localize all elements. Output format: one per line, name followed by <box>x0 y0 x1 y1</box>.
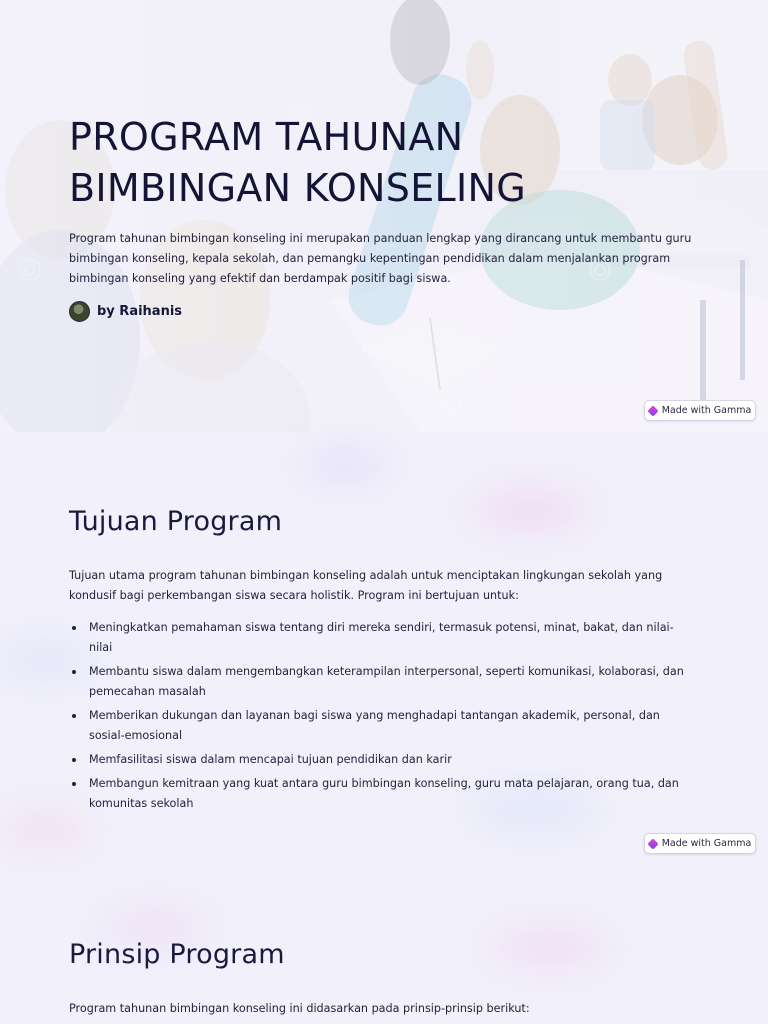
made-with-gamma-label: Made with Gamma <box>661 405 752 416</box>
list-item: Membangun kemitraan yang kuat antara guru bimbingan konseling, guru mata pelajaran, orang tua, dan komunitas sekolah <box>69 774 689 814</box>
tujuan-intro: Tujuan utama program tahunan bimbingan konseling adalah untuk menciptakan lingkungan sekolah yang kondusif bagi perkembangan siswa secara holistik. Program ini bertujuan untuk: <box>69 569 663 602</box>
background-blob <box>300 450 390 480</box>
list-item: Meningkatkan pemahaman siswa tentang diri mereka sendiri, termasuk potensi, minat, bakat, dan nilai-nilai <box>69 618 689 658</box>
author-byline <box>69 300 182 322</box>
made-with-gamma-label: Made with Gamma <box>661 838 752 849</box>
background-blob <box>470 490 590 530</box>
gamma-logo-icon <box>647 838 658 849</box>
author-name: by Raihanis <box>97 303 183 319</box>
hero-overlay <box>0 0 768 432</box>
background-blob <box>490 930 610 965</box>
hero-description: Program tahunan bimbingan konseling ini merupakan panduan lengkap yang dirancang untuk membantu guru bimbingan konseling, kepala sekolah, dan pemangku kepentingan pendidikan dalam menjalankan program bimbingan konseling yang efektif dan berdampak positif bagi siswa. <box>69 232 692 285</box>
hero-section <box>0 0 768 432</box>
made-with-gamma-button[interactable] <box>644 833 756 854</box>
prinsip-intro: Program tahunan bimbingan konseling ini didasarkan pada prinsip-prinsip berikut: <box>69 1002 530 1015</box>
page-title: PROGRAM TAHUNAN BIMBINGAN KONSELING <box>69 115 526 210</box>
section-title-tujuan: Tujuan Program <box>69 506 283 537</box>
list-item: Memfasilitasi siswa dalam mencapai tujuan pendidikan dan karir <box>69 750 689 770</box>
list-item: Membantu siswa dalam mengembangkan keterampilan interpersonal, seperti komunikasi, kolaborasi, dan pemecahan masalah <box>69 662 689 702</box>
gamma-logo-icon <box>647 405 658 416</box>
list-item: Memberikan dukungan dan layanan bagi siswa yang menghadapi tantangan akademik, personal, dan sosial-emosional <box>69 706 689 746</box>
tujuan-list <box>69 618 689 818</box>
made-with-gamma-button[interactable] <box>644 400 756 421</box>
section-title-prinsip: Prinsip Program <box>69 939 285 970</box>
author-avatar <box>69 301 90 322</box>
